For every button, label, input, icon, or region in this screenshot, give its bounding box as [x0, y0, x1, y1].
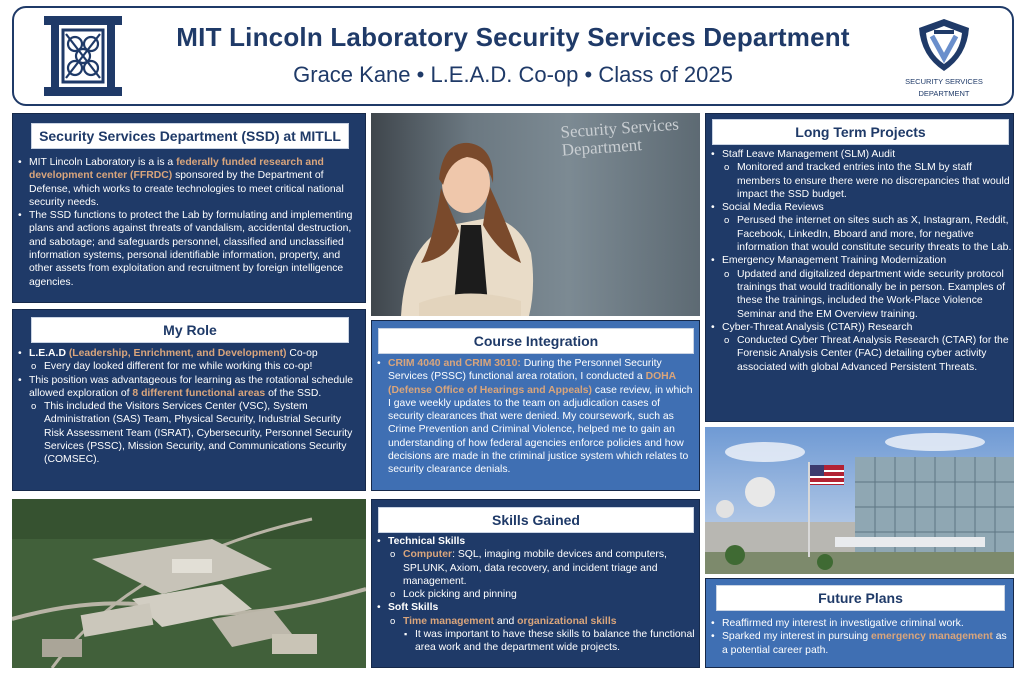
list-item: • L.E.A.D (Leadership, Enrichment, and Development) Co-op: [18, 347, 364, 360]
list-item: o Perused the internet on sites such as X, Instagram, Reddit, Facebook, LinkedIn, Bboard and more, for negative information that would constitute security threats to the Lab.: [711, 214, 1012, 254]
future-panel-body: [711, 617, 1012, 657]
list-item: o Computer: SQL, imaging mobile devices and computers, SPLUNK, Axiom, data recovery, and incident triage and management.: [377, 548, 698, 588]
campus-aerial-illustration: [12, 499, 366, 668]
projects-panel-title: Long Term Projects: [712, 119, 1009, 145]
role-panel-body: [18, 347, 364, 467]
poster-title: MIT Lincoln Laboratory Security Services Department: [176, 22, 850, 52]
person-figure: [371, 113, 700, 316]
role-panel: [12, 309, 366, 491]
future-panel: [705, 578, 1014, 668]
portrait-photo: [371, 113, 700, 316]
list-item: • The SSD functions to protect the Lab by formulating and implementing plans and actions against threats of vandalism, accidental destruction, and sabotage; and safeguards personnel, classified and unclassified information systems, personal identifiable information, property, and other assets from exploitation and recruitment by foreign intelligence agencies.: [18, 209, 364, 289]
projects-panel-body: [711, 148, 1012, 374]
wall-sign: Security Services Department: [559, 114, 680, 160]
skills-panel-title: Skills Gained: [378, 507, 694, 533]
shield-icon: [914, 16, 974, 74]
projects-panel: [705, 113, 1014, 422]
list-item: o Time management and organizational skills: [377, 615, 698, 628]
list-item: o Lock picking and pinning: [377, 588, 698, 601]
campus-aerial-photo: [12, 499, 366, 668]
role-panel-title: My Role: [31, 317, 349, 343]
future-panel-title: Future Plans: [716, 585, 1005, 611]
ssd-panel: [12, 113, 366, 303]
list-item: • Reaffirmed my interest in investigative criminal work.: [711, 617, 1012, 630]
building-illustration: [705, 427, 1014, 574]
list-item: • Sparked my interest in pursuing emergency management as a potential career path.: [711, 630, 1012, 657]
skills-panel: [371, 499, 700, 668]
building-photo: [705, 427, 1014, 574]
list-item: • Cyber-Threat Analysis (CTAR)) Research: [711, 321, 1012, 334]
list-item: • Soft Skills: [377, 601, 698, 614]
course-panel-body: [377, 357, 698, 477]
ssd-panel-title: Security Services Department (SSD) at MITLL: [31, 123, 349, 149]
course-panel: [371, 320, 700, 491]
list-item: • Social Media Reviews: [711, 201, 1012, 214]
list-item: o Conducted Cyber Threat Analysis Research (CTAR) for the Forensic Analysis Center (FAC) detailing cyber activity associated with global Advanced Persistent Threats.: [711, 334, 1012, 374]
list-item: • This position was advantageous for learning as the rotational schedule allowed exploration of 8 different functional areas of the SSD.: [18, 374, 364, 401]
list-item: • Staff Leave Management (SLM) Audit: [711, 148, 1012, 161]
ssd-panel-body: [18, 156, 364, 289]
list-item: • Technical Skills: [377, 535, 698, 548]
list-item: • Emergency Management Training Modernization: [711, 254, 1012, 267]
list-item: o Updated and digitalized department wide security protocol trainings that would traditionally be in person. Examples of these the trainings, included the Work-Place Violence Seminar and the EM Overview training.: [711, 268, 1012, 321]
list-item: • MIT Lincoln Laboratory is a is a federally funded research and development center (FFRDC) sponsored by the Department of Defense, which works to create technologies to meet critical national security needs.: [18, 156, 364, 209]
ssd-logo-caption: DEPARTMENT: [918, 89, 970, 98]
poster-subtitle: Grace Kane • L.E.A.D. Co-op • Class of 2025: [293, 62, 733, 87]
course-panel-title: Course Integration: [378, 328, 694, 354]
poster-header: [12, 6, 1014, 106]
ssd-logo: [892, 16, 996, 102]
list-item: o Every day looked different for me while working this co-op!: [18, 360, 364, 373]
skills-panel-body: [377, 535, 698, 655]
list-item: • CRIM 4040 and CRIM 3010: During the Personnel Security Services (PSSC) functional area rotation, I conducted a DOHA (Defense Office of Hearings and Appeals) case review, in which I gave weekly updates to the team on adjudication cases of security clearances that were denied. My coursework, such as Crime Prevention and Criminal Violence, helped me to gain an understanding of how federal agencies enforce policies and how decisions are made in the criminal justice system which relates to security clearance denials.: [377, 357, 698, 477]
list-item: o This included the Visitors Services Center (VSC), System Administration (SAS) Team, Physical Security, Industrial Security Risk Assessment Team (ISRAT), Cybersecurity, Personnel Security Services (PSSC), Mission Security, and Communications Security (COMSEC).: [18, 400, 364, 466]
list-item: o Monitored and tracked entries into the SLM by staff members to ensure there were no discrepancies that would impact the SSD budget.: [711, 161, 1012, 201]
list-item: ▪ It was important to have these skills to balance the functional area work and the department wide projects.: [377, 628, 698, 655]
ssd-logo-caption: SECURITY SERVICES: [905, 77, 983, 86]
